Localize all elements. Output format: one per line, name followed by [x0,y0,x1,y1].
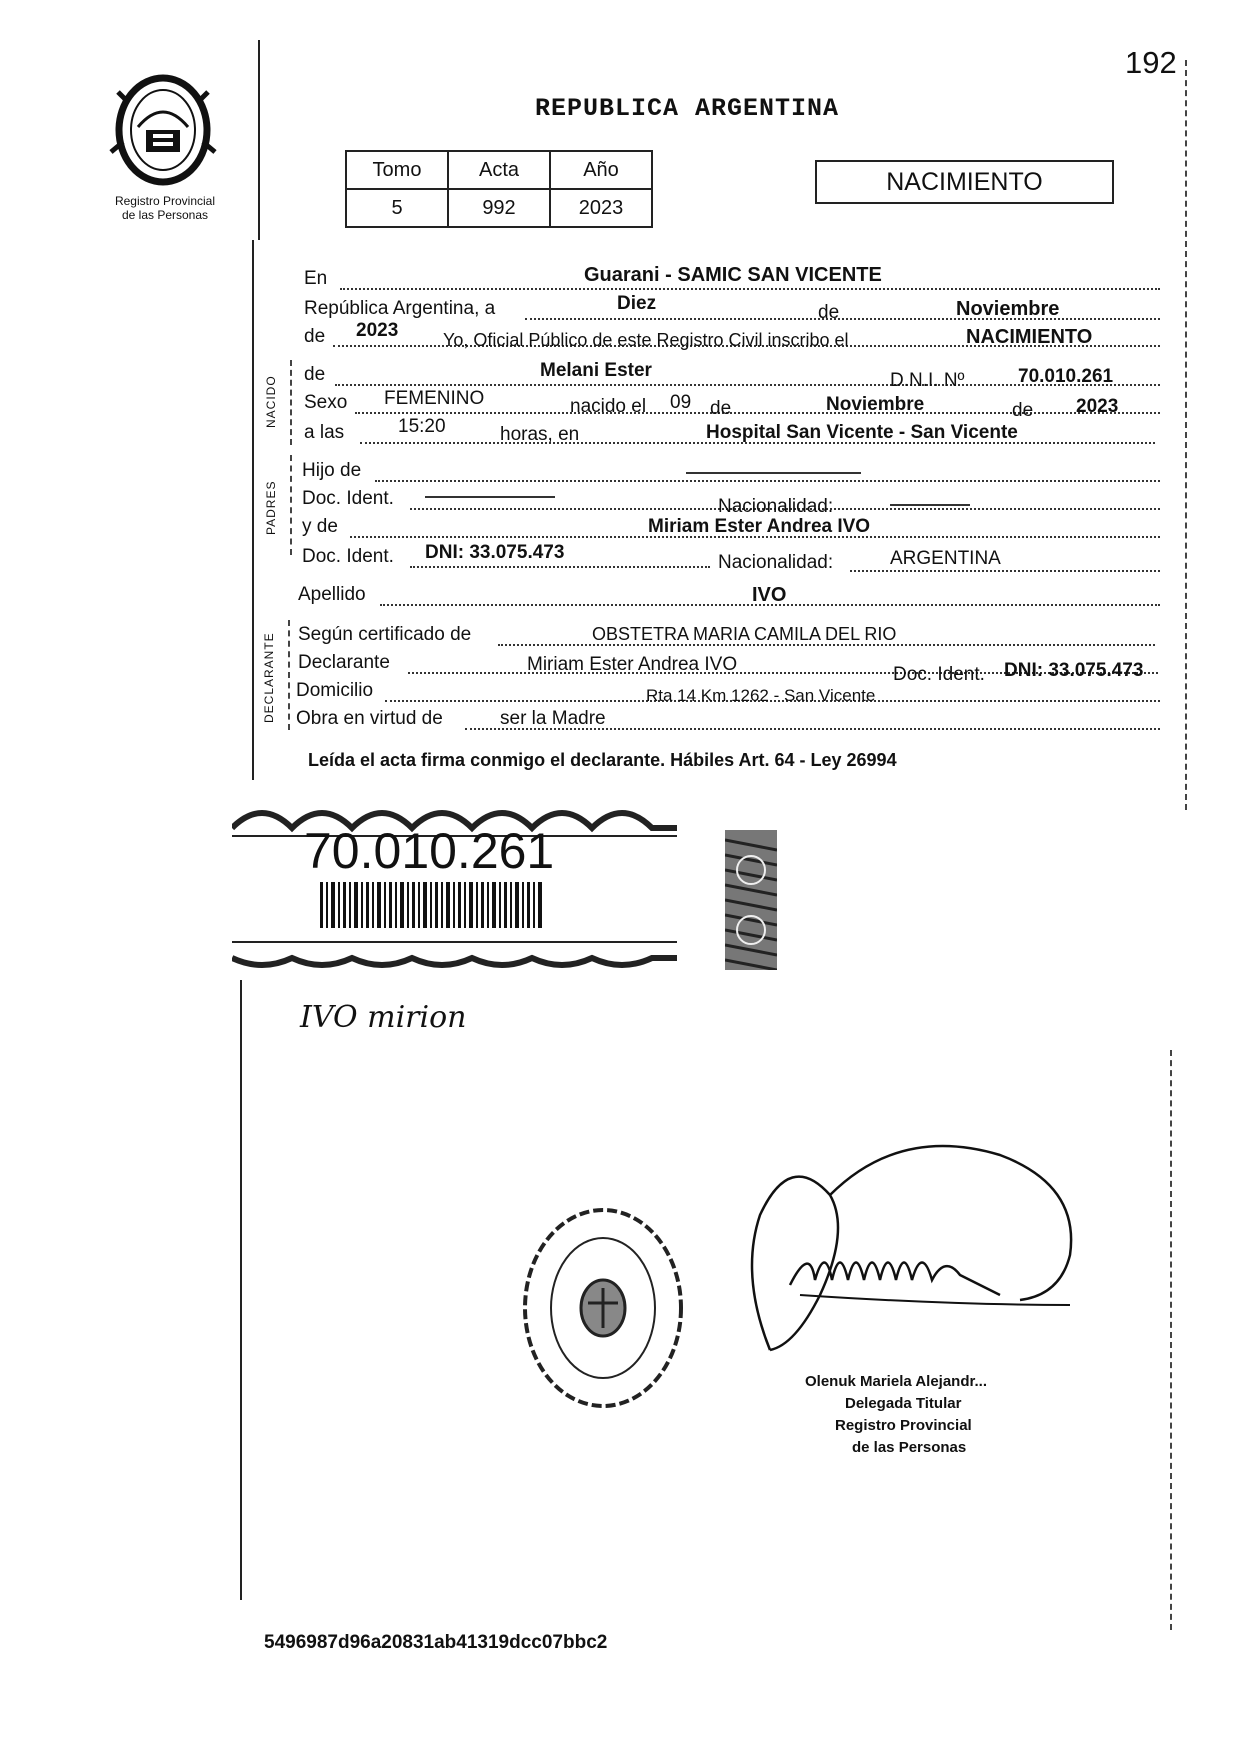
sexo-label: Sexo [304,392,348,413]
signature [700,1135,1080,1375]
yde-label: y de [302,516,338,537]
record-table-header-row [346,151,652,189]
event-value: NACIMIENTO [966,326,1093,348]
acta-value: 992 [448,189,550,227]
nombre-value: Melani Ester [540,360,652,381]
anio-value: 2023 [550,189,652,227]
misiones-logo [108,72,218,192]
obra-value: ser la Madre [500,708,606,729]
nacido-label: nacido el [570,396,647,417]
obra-label: Obra en virtud de [296,708,443,729]
coat-of-arms-icon [108,72,218,192]
en-dots [340,288,1160,290]
birth-month: Noviembre [826,394,925,415]
doc2-dots [410,566,710,568]
hijo-label: Hijo de [302,460,362,481]
security-hologram [725,830,777,970]
sexo-dots [355,412,1160,414]
year-prefix: de [304,326,326,347]
signatory-role: Delegada Titular [845,1395,962,1412]
nac2-dots [850,570,1160,572]
side-divider-padres [290,455,292,555]
oficial-text: Yo, Oficial Público de este Registro Civil inscribo el [443,330,849,350]
de-label: de [818,302,840,323]
signatory-org-line1: Registro Provincial [835,1417,972,1434]
hora-value: 15:20 [398,416,446,437]
stamp-seal-icon [518,1203,688,1413]
apellido-label: Apellido [298,584,366,605]
nac1-blank-line [890,504,970,506]
domicilio-value: Rta 14 Km 1262 - San Vicente [646,686,876,705]
day-value: Diez [617,293,657,314]
year-value: 2023 [356,320,399,341]
dni-value: 70.010.261 [1018,366,1114,387]
record-type-box [815,160,1114,204]
logo-caption-line1: Registro Provincial [114,194,216,208]
birth-year: 2023 [1076,396,1119,417]
decl-doc-value: DNI: 33.075.473 [1004,660,1144,681]
republica-label: República Argentina, a [304,298,496,319]
hora-label: a las [304,422,345,443]
lugar-value: Hospital San Vicente - San Vicente [706,422,1018,443]
apellido-value: IVO [752,584,787,606]
side-divider-nacido [290,360,292,445]
signatory-name: Olenuk Mariela Alejandr... [805,1373,988,1390]
right-margin-line-lower [1170,1050,1172,1630]
doc1-blank-line [425,496,555,498]
left-frame-line-form [252,240,254,780]
barcode [320,882,550,928]
declarante-label: Declarante [298,652,390,673]
record-table-header: Acta [448,151,550,189]
horas-label: horas, en [500,424,580,445]
side-label-nacido: NACIDO [264,375,278,428]
domicilio-label: Domicilio [296,680,374,701]
signature-scribble [700,1135,1080,1375]
en-value: Guarani - SAMIC SAN VICENTE [584,264,882,286]
nac1-label: Nacionalidad: [718,496,834,517]
declarante-value: Miriam Ester Andrea IVO [527,654,738,675]
record-type: NACIMIENTO [886,168,1043,196]
header-title: REPUBLICA ARGENTINA [535,94,840,123]
page-number: 192 [1125,45,1177,80]
hijo-blank-line [686,472,861,474]
cert-label: Según certificado de [298,624,472,645]
birth-day: 09 [670,392,692,413]
record-table [345,150,653,228]
tomo-value: 5 [346,189,448,227]
month-value: Noviembre [956,298,1060,320]
nombre-label: de [304,364,326,385]
official-stamp [518,1203,688,1413]
cert-value: OBSTETRA MARIA CAMILA DEL RIO [592,624,897,644]
decl-doc-label: Doc. Ident. [893,664,985,685]
sticker-number: 70.010.261 [304,823,555,879]
doc2-label: Doc. Ident. [302,546,394,567]
logo-caption-line2: de las Personas [121,208,209,222]
left-frame-line-top [258,40,260,240]
right-margin-line [1185,60,1187,810]
sticker-wave-border-bottom [232,938,677,974]
record-table-value-row [346,189,652,227]
de2-label: de [1012,400,1034,421]
dni-label: D.N.I. Nº [890,370,965,391]
hologram-pattern [725,830,777,970]
nac2-value: ARGENTINA [890,548,1001,569]
closing-text: Leída el acta firma conmigo el declarante. Hábiles Art. 64 - Ley 26994 [308,750,897,770]
hijo-dots [375,480,1160,482]
handwritten-note: IVO mirion [300,1000,467,1035]
sexo-value: FEMENINO [384,388,485,409]
madre-value: Miriam Ester Andrea IVO [648,516,871,537]
en-label: En [304,268,328,289]
side-divider-declarante [288,620,290,730]
doc1-label: Doc. Ident. [302,488,394,509]
left-frame-line-bottom [240,980,242,1600]
de1-label: de [710,398,732,419]
side-label-declarante: DECLARANTE [262,632,276,723]
id-sticker [232,798,677,973]
record-table-header: Año [550,151,652,189]
republica-dots [525,318,1160,320]
nac2-label: Nacionalidad: [718,552,834,573]
signatory-org-line2: de las Personas [852,1439,967,1456]
doc2-value: DNI: 33.075.473 [425,542,565,563]
document-hash: 5496987d96a20831ab41319dcc07bbc2 [264,1632,608,1653]
record-table-header: Tomo [346,151,448,189]
side-label-padres: PADRES [264,480,278,535]
